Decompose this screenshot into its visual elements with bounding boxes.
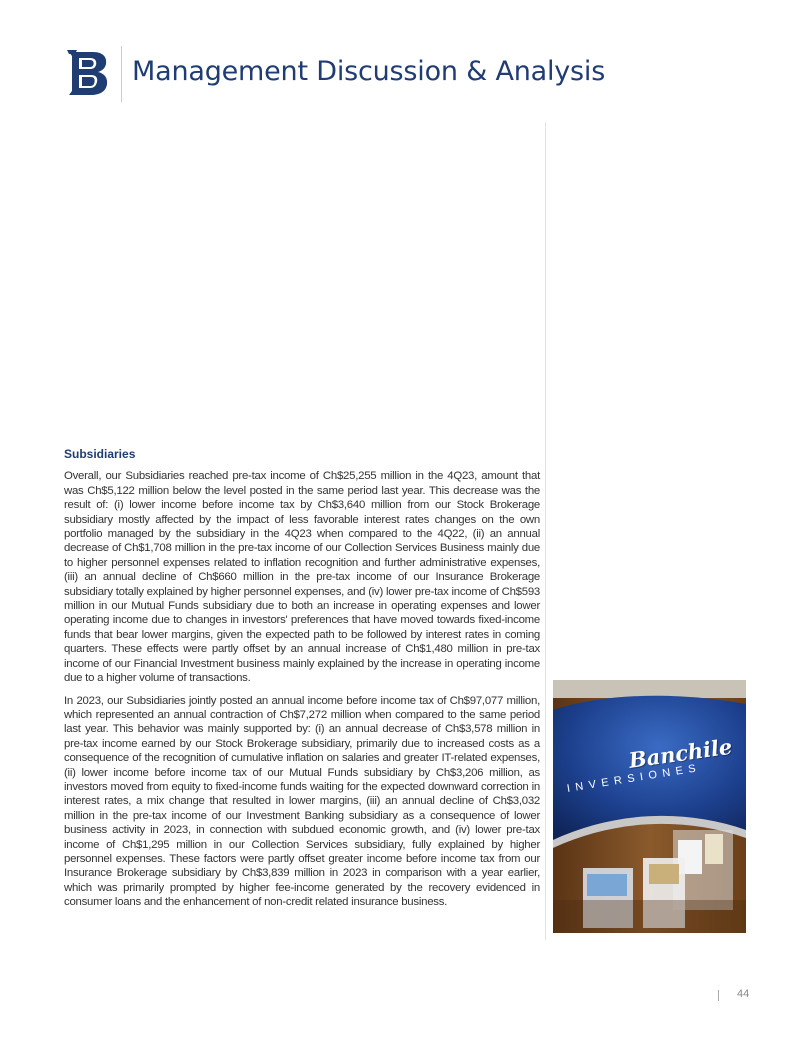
page-number: 44 [737, 988, 750, 1000]
brand-sign-subtitle: INVERSIONES [566, 761, 702, 795]
section-heading: Subsidiaries [64, 447, 136, 461]
brand-sign-name: Banchile [627, 733, 734, 773]
paragraph: Overall, our Subsidiaries reached pre-tax income of Ch$25,255 million in the 4Q23, amount that was Ch$5,122 million below the level posted in the same period last year. This decrease was the result of: (i) lower income before income tax by Ch$3,640 million from our Stock Brokerage subsidiary mostly affected by the impact of less favorable interest rates changes on the own portfolio managed by the subsidiary in the 4Q23 when compared to the 4Q22, (ii) an annual decrease of Ch$1,708 million in the pre-tax income of our Collection Services Business mainly due to higher personnel expenses related to inflation recognition and further administrative expenses, (iii) an annual decline of Ch$660 million in the pre-tax income of our Insurance Brokerage subsidiary totally explained by higher personnel expenses, and (iv) lower pre-tax income of Ch$593 million in our Mutual Funds subsidiary due to both an increase in operating expenses and lower operating income due to changes in investors' preferences that have moved towards fixed-income funds that bear lower margins, given the expected path to be followed by interest rates in coming quarters. These effects were partly offset by an annual increase of Ch$1,480 million in pre-tax income of our Financial Investment business mainly explained by the increase in operating income due to a higher volume of transactions. [64, 470, 540, 685]
paragraph: In 2023, our Subsidiaries jointly posted an annual income before income tax of Ch$97,077 million, which represented an annual contraction of Ch$7,272 million when compared to the same period last year. This behavior was mainly supported by: (i) an annual decrease of Ch$3,578 million in pre-tax income earned by our Stock Brokerage subsidiary, primarily due to increased costs as a consequence of the recognition of cumulative inflation on salaries and greater IT-related expenses, (ii) lower income before income tax of our Mutual Funds subsidiary by Ch$3,206 million, as investors moved from equity to fixed-income funds waiting for the expected downward correction in interest rates, a mix change that resulted in lower margins, (iii) an annual decline of Ch$3,032 million in the pre-tax income of our Investment Banking subsidiary as a consequence of lower business activity in 2023, in connection with subdued economic growth, and (iv) lower pre-tax income of Ch$1,295 million in our Collection Services subsidiary, fully explained by higher personnel expenses. These factors were partly offset greater income before income tax from our Insurance Brokerage subsidiary by Ch$3,839 million in 2023 in comparison with a year earlier, which was primarily prompted by higher fee-income generated by the recovery evidenced in consumer loans and the enhancement of non-credit related insurance business. [64, 694, 540, 909]
header-divider [121, 46, 122, 102]
main-content [64, 447, 540, 918]
column-divider [545, 122, 546, 940]
branch-photo [553, 680, 746, 933]
page-number-divider [718, 990, 719, 1001]
bank-b-logo-icon [66, 48, 110, 98]
page-title: Management Discussion & Analysis [132, 56, 606, 87]
